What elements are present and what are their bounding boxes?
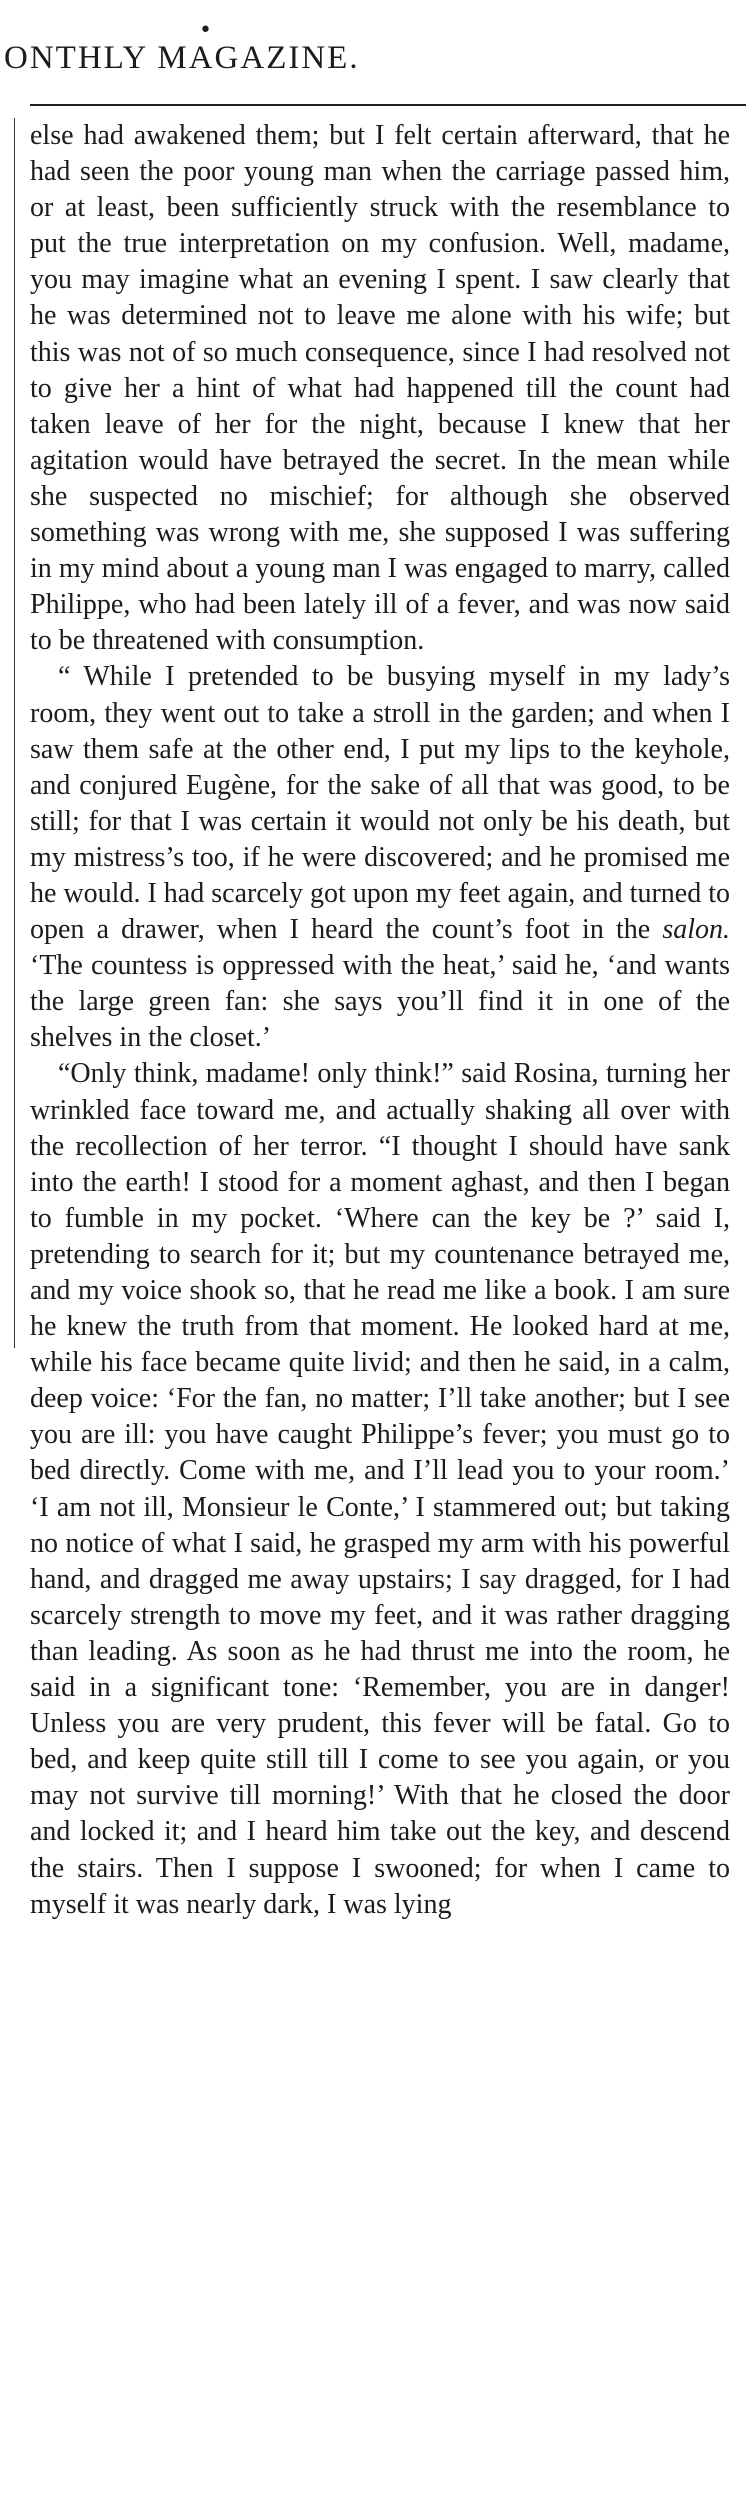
paragraph-2-italic: salon. bbox=[662, 914, 730, 946]
ornament-dot: • bbox=[199, 18, 212, 43]
text-column bbox=[30, 118, 730, 1923]
header-rule bbox=[30, 104, 746, 106]
paragraph-1 bbox=[30, 118, 730, 659]
paragraph-2 bbox=[30, 659, 730, 1056]
running-head bbox=[0, 18, 750, 86]
column-margin-line bbox=[14, 118, 15, 1348]
paragraph-3 bbox=[30, 1056, 730, 1922]
paragraph-2-text-after: ‘The countess is oppressed with the heat,’ said he, ‘and wants the large green fan: she says you’ll find it in one of the shelves in the closet.’ bbox=[30, 950, 730, 1054]
running-title: ONTHLY MAGAZINE. bbox=[4, 40, 360, 76]
paragraph-3-text: “Only think, madame! only think!” said Rosina, turning her wrinkled face toward me, and actually shaking all over with the recollection of her terror. “I thought I should have sank into the earth! I stood for a moment aghast, and then I began to fumble in my pocket. ‘Where can the key be ?’ said I, pretending to search for it; but my countenance betrayed me, and my voice shook so, that he read me like a book. I am sure he knew the truth from that moment. He looked hard at me, while his face became quite livid; and then he said, in a calm, deep voice: ‘For the fan, no matter; I’ll take another; but I see you are ill: you have caught Philippe’s fever; you must go to bed directly. Come with me, and I’ll lead you to your room.’ ‘I am not ill, Monsieur le Conte,’ I stammered out; but taking no notice of what I said, he grasped my arm with his powerful hand, and dragged me away upstairs; I say dragged, for I had scarcely strength to move my feet, and it was rather dragging than leading. As soon as he had thrust me into the room, he said in a significant tone: ‘Remember, you are in danger! Unless you are very prudent, this fever will be fatal. Go to bed, and keep quite still till I come to see you again, or you may not survive till morning!’ With that he closed the door and locked it; and I heard him take out the key, and descend the stairs. Then I suppose I swooned; for when I came to myself it was nearly dark, I was lying bbox=[30, 1058, 730, 1920]
paragraph-2-text-before: “ While I pretended to be busying myself in my lady’s room, they went out to take a stroll in the garden; and when I saw them safe at the other end, I put my lips to the keyhole, and conjured Eugène, for the sake of all that was good, to be still; for that I was certain it would not only be his death, but my mistress’s too, if he were discovered; and he promised me he would. I had scarcely got upon my feet again, and turned to open a drawer, when I heard the count’s foot in the bbox=[30, 661, 730, 946]
paragraph-1-text: else had awakened them; but I felt certain afterward, that he had seen the poor young man when the carriage passed him, or at least, been sufficiently struck with the resemblance to put the true interpretation on my confusion. Well, madame, you may imagine what an evening I spent. I saw clearly that he was determined not to leave me alone with his wife; but this was not of so much consequence, since I had resolved not to give her a hint of what had happened till the count had taken leave of her for the night, because I knew that her agitation would have betrayed the secret. In the mean while she suspected no mischief; for although she observed something was wrong with me, she supposed I was suffering in my mind about a young man I was engaged to marry, called Philippe, who had been lately ill of a fever, and was now said to be threatened with consumption. bbox=[30, 120, 730, 657]
